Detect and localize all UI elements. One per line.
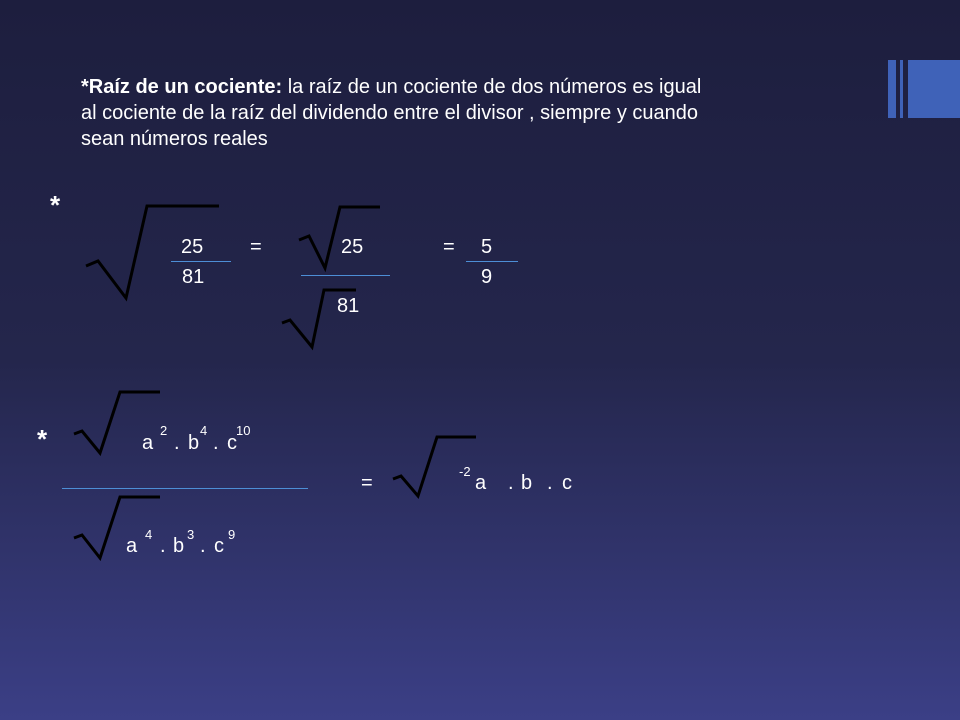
example1-left-denominator: 81 xyxy=(182,266,205,288)
example1-equals-2: = xyxy=(443,236,455,258)
example2-num-b: b xyxy=(188,432,200,454)
example2-num-c-exponent: 10 xyxy=(236,423,251,438)
radical-sign-numerator xyxy=(299,207,380,268)
example1-equals-1: = xyxy=(250,236,262,258)
example2-den-a-exponent: 4 xyxy=(145,527,153,542)
example2-result-c: c xyxy=(562,472,572,494)
example2-den-c-exponent: 9 xyxy=(228,527,236,542)
example2-den-b: b xyxy=(173,535,185,557)
example1-marker: * xyxy=(50,190,61,220)
example2-marker: * xyxy=(37,424,48,454)
example2-num-dot-2: . xyxy=(213,432,219,454)
definition-term: *Raíz de un cociente: xyxy=(81,76,283,98)
example2-num-dot-1: . xyxy=(174,432,180,454)
example1-mid-numerator: 25 xyxy=(341,236,364,258)
example2-num-b-exponent: 4 xyxy=(200,423,208,438)
example1-result-denominator: 9 xyxy=(481,266,493,288)
example1-mid-denominator: 81 xyxy=(337,295,360,317)
example2-result-b: b xyxy=(521,472,533,494)
example1-result-numerator: 5 xyxy=(481,236,493,258)
example2-result-dot-1: . xyxy=(508,472,514,494)
example2-den-b-exponent: 3 xyxy=(187,527,195,542)
example2-den-dot-1: . xyxy=(160,535,166,557)
example2-fraction-line xyxy=(62,488,308,489)
example2-result-exponent: -2 xyxy=(459,464,471,479)
example1-result-fraction-line xyxy=(466,261,518,262)
example1-left-fraction-line xyxy=(171,261,231,262)
example2-equals: = xyxy=(361,472,373,494)
example2-result-dot-2: . xyxy=(547,472,553,494)
definition-text: la raíz de un cociente de dos números es igual al cociente de la raíz del dividendo entre el divisor , siempre y cuando sean números reales xyxy=(81,76,702,150)
example1-mid-fraction-line xyxy=(301,275,390,276)
example2-num-c: c xyxy=(227,432,237,454)
example2-den-dot-2: . xyxy=(200,535,206,557)
example2-num-a-exponent: 2 xyxy=(160,423,168,438)
example2-den-c: c xyxy=(214,535,224,557)
example2-result-a: a xyxy=(475,472,487,494)
example2-den-a: a xyxy=(126,535,138,557)
example1-left-numerator: 25 xyxy=(181,236,204,258)
example2-num-a: a xyxy=(142,432,154,454)
